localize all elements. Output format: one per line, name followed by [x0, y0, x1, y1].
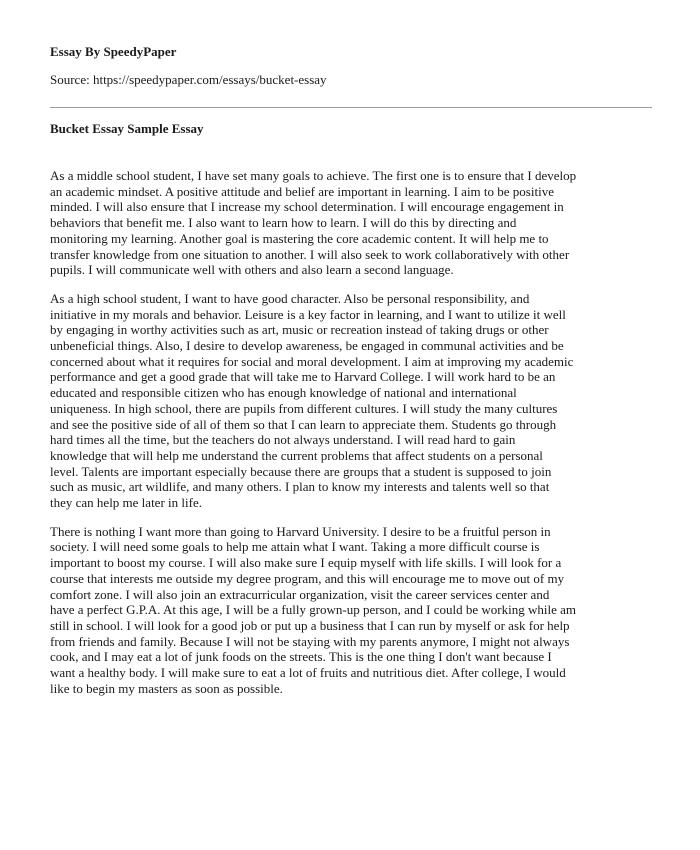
paragraph-line: comfort zone. I will also join an extracurricular organization, visit the career services center and: [50, 586, 550, 602]
paragraph-line: have a perfect G.P.A. At this age, I will be a fully grown-up person, and I could be working while am: [50, 602, 577, 618]
essay-paragraph: [50, 524, 660, 697]
paragraph-line: educated and responsible citizen who has enough knowledge of national and international: [50, 385, 517, 401]
paragraph-line: There is nothing I want more than going to Harvard University. I desire to be a fruitful person in: [50, 523, 551, 539]
paragraph-line: unbeneficial things. Also, I desire to develop awareness, be engaged in communal activities and be: [50, 338, 564, 354]
header-divider: [50, 107, 652, 108]
paragraph-line: hard times all the time, but the teachers do not always understand. I will read hard to gain: [50, 432, 516, 448]
paragraph-line: important to boost my course. I will also make sure I equip myself with life skills. I will look for a: [50, 555, 562, 571]
paragraph-line: an academic mindset. A positive attitude and belief are important in learning. I aim to be positive: [50, 183, 554, 199]
essay-paragraph: [50, 168, 660, 278]
essay-body: [50, 168, 660, 710]
paragraph-line: behaviors that benefit me. I also want to learn how to learn. I will do this by directing and: [50, 215, 517, 231]
paragraph-line: uniqueness. In high school, there are pupils from different cultures. I will study the many cultures: [50, 400, 558, 416]
paragraph-line: still in school. I will look for a good job or put up a business that I can run by myself or ask for help: [50, 617, 570, 633]
paragraph-line: pupils. I will communicate well with others and also learn a second language.: [50, 262, 454, 278]
source-line: Source: https://speedypaper.com/essays/bucket-essay: [50, 72, 327, 87]
paragraph-line: like to begin my masters as soon as possible.: [50, 680, 283, 696]
paragraph-line: such as music, art wildlife, and many others. I plan to know my interests and talents well so that: [50, 479, 550, 495]
paragraph-line: initiative in my morals and behavior. Leisure is a key factor in learning, and I want to utilize it well: [50, 306, 566, 322]
paragraph-line: level. Talents are important especially because there are groups that a student is supposed to join: [50, 463, 552, 479]
essay-paragraph: [50, 291, 660, 511]
document-header-title: Essay By SpeedyPaper: [50, 44, 177, 59]
paragraph-line: As a high school student, I want to have good character. Also be personal responsibility, and: [50, 290, 530, 306]
essay-title: Bucket Essay Sample Essay: [50, 121, 204, 136]
paragraph-line: want a healthy body. I will make sure to eat a lot of fruits and nutritious diet. After college, I would: [50, 665, 566, 681]
paragraph-line: course that interests me outside my degree program, and this will encourage me to move out of my: [50, 570, 565, 586]
paragraph-line: minded. I will also ensure that I increase my school determination. I will encourage engagement in: [50, 199, 564, 215]
paragraph-line: they can help me later in life.: [50, 495, 202, 511]
paragraph-line: transfer knowledge from one situation to another. I will also seek to work collaboratively with other: [50, 246, 570, 262]
paragraph-line: performance and get a good grade that will take me to Harvard College. I will work hard to be an: [50, 369, 556, 385]
paragraph-line: by engaging in worthy activities such as art, music or recreation instead of taking drugs or other: [50, 322, 549, 338]
paragraph-line: society. I will need some goals to help me attain what I want. Taking a more difficult course is: [50, 539, 540, 555]
paragraph-line: from friends and family. Because I will not be staying with my parents anymore, I might not always: [50, 633, 570, 649]
paragraph-line: and see the positive side of all of them so that I can learn to appreciate them. Students go through: [50, 416, 557, 432]
paragraph-line: knowledge that will help me understand the current problems that affect students on a personal: [50, 447, 543, 463]
paragraph-line: monitoring my learning. Another goal is mastering the core academic content. It will help me to: [50, 230, 549, 246]
paragraph-line: concerned about what it requires for social and moral development. I aim at improving my academic: [50, 353, 574, 369]
paragraph-line: As a middle school student, I have set many goals to achieve. The first one is to ensure that I develop: [50, 168, 577, 183]
paragraph-line: cook, and I may eat a lot of junk foods on the streets. This is the one thing I don't want because I: [50, 649, 552, 665]
